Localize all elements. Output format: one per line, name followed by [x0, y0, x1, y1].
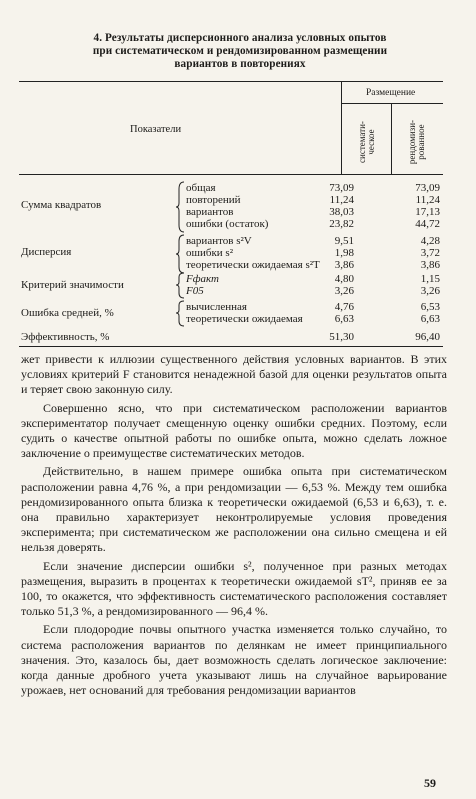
row-err-calc-name: вычисленная: [186, 301, 247, 313]
group-label-efficiency: Эффективность, %: [21, 331, 110, 343]
cell-rand: 6,63: [420, 313, 440, 325]
row-ffact-name: Fфакт: [186, 273, 219, 285]
cell-sys: 6,63: [334, 313, 354, 325]
paragraph: Если плодородие почвы опытного участка изменяется только случайно, то система расположения вариантов по делянкам не имеет принципиального значения. Это, казалось бы, дает возможность сделать логическое заключение: когда данные дробного учета указывают лишь на случайное варьирование урожаев, нет оснований для требования рендомизации вариантов: [21, 622, 447, 698]
row-error-name: ошибки (остаток): [186, 218, 269, 230]
row-var-error-name: ошибки s²: [186, 247, 234, 259]
group-label-mean-error: Ошибка средней, %: [21, 307, 114, 319]
group-label-criterion: Критерий значимости: [21, 279, 124, 291]
cell-sys: 38,03: [329, 206, 354, 218]
cell-rand: 3,26: [420, 285, 440, 297]
cell-rand: 3,86: [420, 259, 440, 271]
cell-sys: 4,80: [334, 273, 354, 285]
row-err-theor-name: теоретически ожидаемая: [186, 313, 303, 325]
brace-variance: [176, 234, 186, 274]
row-reps-name: повторений: [186, 194, 241, 206]
cell-rand: 17,13: [415, 206, 440, 218]
row-var-theor-name: теоретически ожидаемая s²T: [186, 259, 320, 271]
cell-sys: 9,51: [334, 235, 354, 247]
row-total-name: общая: [186, 182, 216, 194]
cell-rand: 3,72: [420, 247, 440, 259]
page-number: 59: [424, 776, 436, 790]
header-randomized-cell: [372, 119, 462, 165]
header-placement: Размещение: [366, 88, 416, 98]
cell-sys: 73,09: [329, 182, 354, 194]
cell-sys: 23,82: [329, 218, 354, 230]
cell-rand: 44,72: [415, 218, 440, 230]
header-indicators: Показатели: [130, 124, 182, 135]
caption-line-3: вариантов в повторениях: [174, 58, 306, 70]
cell-sys: 11,24: [329, 194, 354, 206]
cell-rand: 73,09: [415, 182, 440, 194]
caption-line-1: 4. Результаты дисперсионного анализа условных опытов: [93, 32, 387, 44]
header-randomized: рендомизи- рованное: [407, 119, 426, 165]
group-label-sum-squares: Сумма квадратов: [21, 199, 102, 211]
group-label-variance: Дисперсия: [21, 246, 72, 258]
row-var-variants-name: вариантов s²V: [186, 235, 252, 247]
cell-rand: 96,40: [415, 331, 440, 343]
table-bottom-rule: [19, 346, 443, 347]
brace-criterion: [176, 272, 186, 299]
paragraph: Если значение дисперсии ошибки s², полученное при разных методах размещения, выразить в процентах к теоретически ожидаемой sT², приняв ее за 100, то окажется, что эффективность систематического расположения составляет только 51,3 %, а рендомизированного — 96,4 %.: [21, 558, 447, 619]
cell-rand: 1,15: [420, 273, 440, 285]
row-variants-name: вариантов: [186, 206, 234, 218]
cell-rand: 11,24: [415, 194, 440, 206]
body-text: [21, 352, 447, 698]
cell-sys: 1,98: [334, 247, 354, 259]
brace-sum-squares: [176, 181, 186, 233]
paragraph: Совершенно ясно, что при систематическом расположении вариантов экспериментатор получает смещенную оценку ошибки средних. Поэтому, если судить о качестве опытной работы по ошибке опыта, можно сделать ложное заключение о преимуществе систематических методов.: [21, 400, 447, 461]
caption-line-2: при систематическом и рендомизированном размещении: [92, 45, 388, 57]
cell-sys: 3,26: [334, 285, 354, 297]
table-top-rule: [19, 81, 443, 82]
cell-sys: 4,76: [334, 301, 354, 313]
header-divider-1: [341, 81, 342, 174]
brace-mean-error: [176, 300, 186, 327]
header-systematic: системати- ческое: [357, 121, 376, 163]
row-f05-name: F05: [186, 285, 204, 297]
table-header-rule: [19, 174, 443, 175]
table-caption: [40, 32, 440, 71]
cell-rand: 6,53: [420, 301, 440, 313]
cell-sys: 51,30: [329, 331, 354, 343]
paragraph: жет привести к иллюзии существенного действия условных вариантов. В этих условиях критерий F становится ненадежной базой для оценки результатов опыта и теряет свою законную силу.: [21, 352, 447, 397]
paragraph: Действительно, в нашем примере ошибка опыта при систематическом расположении равна 4,76 %, а при рендомизации — 6,53 %. Между тем ошибка рендомизированного опыта близка к теоретически ожидаемой (6,53 и 6,63), т. е. она правильно характеризует неконтролируемые условия проведения эксперимента; при систематическом же расположении она сильно смещена и ей нельзя доверять.: [21, 464, 447, 555]
cell-sys: 3,86: [334, 259, 354, 271]
cell-rand: 4,28: [420, 235, 440, 247]
